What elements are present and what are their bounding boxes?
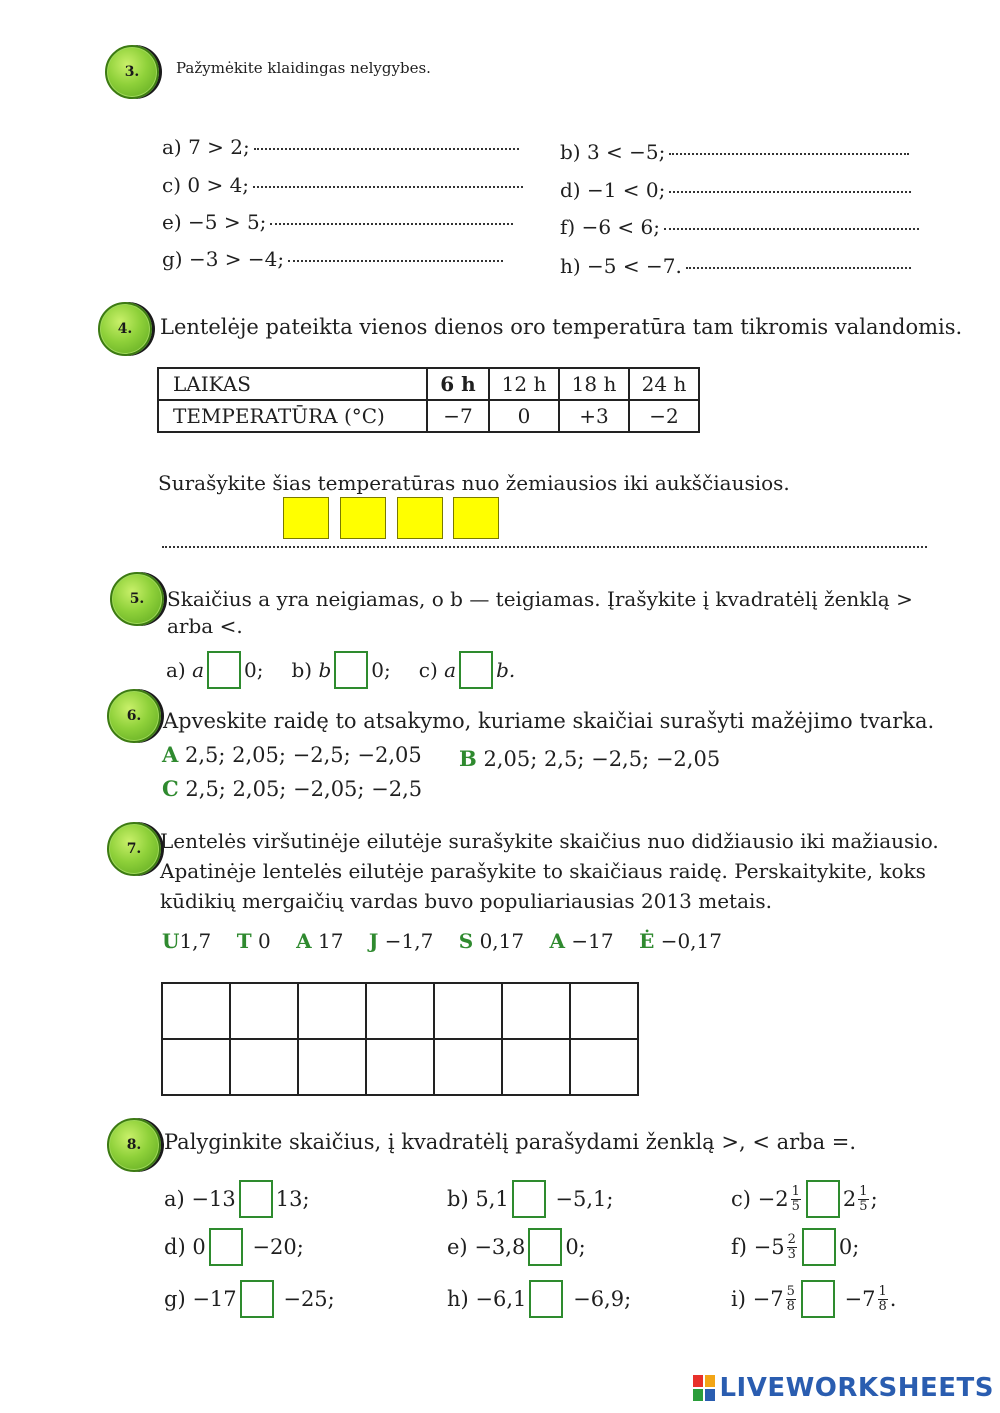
- right-whole: 2: [842, 1187, 857, 1211]
- question-6-prompt: Apveskite raidę to atsakymo, kuriame skaičiai surašyti mažėjimo tvarka.: [163, 709, 935, 733]
- answer-box-3[interactable]: [397, 497, 443, 539]
- right-operand: −5,1;: [555, 1187, 614, 1211]
- temperature-cell: −7: [427, 400, 489, 432]
- pair-letter: A: [296, 929, 312, 953]
- question-7-badge: [107, 822, 161, 876]
- item-label: h): [447, 1287, 469, 1311]
- answer-dots: [288, 260, 503, 262]
- answer-box-4[interactable]: [453, 497, 499, 539]
- left-operand: −17: [192, 1287, 237, 1311]
- numerator: 1: [878, 1283, 887, 1299]
- left-fraction: [787, 1233, 797, 1262]
- question-7-prompt: [160, 826, 939, 916]
- sign-input-box[interactable]: [806, 1180, 840, 1218]
- prompt-line: kūdikių mergaičių vardas buvo populiariausias 2013 metais.: [160, 889, 773, 913]
- option-text: 2,05; 2,5; −2,5; −2,05: [483, 747, 721, 771]
- time-cell: 6 h: [427, 368, 489, 400]
- grid-cell[interactable]: [434, 983, 502, 1039]
- item-label: e): [162, 210, 182, 234]
- denominator: 5: [791, 1198, 800, 1214]
- inequality-g[interactable]: [162, 247, 503, 271]
- pair-letter: U: [162, 929, 180, 953]
- inequality-e[interactable]: [162, 210, 513, 234]
- grid-cell[interactable]: [230, 1039, 298, 1095]
- question-number: 7.: [126, 841, 142, 857]
- item-expr: −3 > −4;: [188, 247, 285, 271]
- numerator: 2: [787, 1231, 796, 1247]
- item-label: d): [164, 1235, 186, 1259]
- left-operand: b: [318, 658, 332, 682]
- question-3-badge: [105, 45, 159, 99]
- right-operand: 13;: [275, 1187, 310, 1211]
- left-operand: a: [192, 658, 205, 682]
- grid-cell[interactable]: [298, 1039, 366, 1095]
- pair-letter: S: [458, 929, 474, 953]
- right-fraction: [878, 1285, 888, 1314]
- numerator: 1: [859, 1183, 868, 1199]
- answer-dotted-line: [162, 546, 927, 548]
- item-expr: 7 > 2;: [188, 135, 250, 159]
- denominator: 3: [787, 1246, 796, 1262]
- number-letter-pairs: [162, 929, 722, 953]
- item-label: c): [418, 658, 438, 682]
- sign-input-box[interactable]: [459, 651, 493, 689]
- right-operand: −6,9;: [573, 1287, 632, 1311]
- comparison-8d: [164, 1228, 304, 1266]
- grid-cell[interactable]: [366, 1039, 434, 1095]
- comparison-8b: [447, 1180, 614, 1218]
- grid-cell[interactable]: [298, 983, 366, 1039]
- grid-cell[interactable]: [366, 983, 434, 1039]
- sign-input-box[interactable]: [239, 1180, 273, 1218]
- grid-cell[interactable]: [162, 983, 230, 1039]
- option-C[interactable]: [162, 776, 422, 801]
- item-expr: −5 > 5;: [188, 210, 267, 234]
- comparison-8f: [731, 1228, 859, 1266]
- item-label: i): [731, 1287, 746, 1311]
- left-operand: −3,8: [474, 1235, 526, 1259]
- comparison-8e: [447, 1228, 586, 1266]
- pair-value: 1,7: [179, 929, 212, 953]
- pair-letter: J: [368, 929, 379, 953]
- option-A[interactable]: [162, 742, 422, 767]
- question-5-prompt: Skaičius a yra neigiamas, o b — teigiamas. Įrašykite į kvadratėlį ženklą > arba <.: [167, 587, 913, 638]
- grid-cell[interactable]: [162, 1039, 230, 1095]
- pair-letter: A: [549, 929, 566, 953]
- answer-dots: [686, 267, 911, 269]
- item-expr: 0 > 4;: [187, 173, 250, 197]
- inequality-c[interactable]: [162, 173, 523, 197]
- prompt-line: Apatinėje lentelės eilutėje parašykite to skaičiaus raidę. Perskaitykite, koks: [160, 859, 926, 883]
- right-operand: −20;: [252, 1235, 304, 1259]
- denominator: 8: [878, 1298, 887, 1314]
- left-whole: −5: [753, 1235, 785, 1259]
- right-fraction: [858, 1185, 868, 1214]
- question-8-prompt: Palyginkite skaičius, į kvadratėlį parašydami ženklą >, < arba =.: [164, 1130, 857, 1154]
- sign-input-box[interactable]: [801, 1280, 835, 1318]
- answer-dots: [253, 186, 523, 188]
- grid-cell[interactable]: [230, 983, 298, 1039]
- grid-cell[interactable]: [434, 1039, 502, 1095]
- item-label: f): [731, 1235, 747, 1259]
- answer-dots: [669, 153, 909, 155]
- answer-dots: [254, 148, 519, 150]
- question-4-badge: [98, 302, 152, 356]
- temperature-cell: −2: [629, 400, 699, 432]
- answer-dots: [270, 223, 513, 225]
- question-8-badge: [107, 1118, 161, 1172]
- temperature-cell: 0: [489, 400, 559, 432]
- sign-input-box[interactable]: [512, 1180, 546, 1218]
- sign-input-box[interactable]: [528, 1228, 562, 1266]
- pair-letter: T: [236, 929, 252, 953]
- item-label: c): [731, 1187, 751, 1211]
- item-expr: 3 < −5;: [586, 140, 666, 164]
- option-text: 2,5; 2,05; −2,05; −2,5: [185, 777, 423, 801]
- item-label: b): [291, 658, 313, 682]
- answer-dots: [664, 228, 919, 230]
- question-3-prompt: Pažymėkite klaidingas nelygybes.: [176, 59, 431, 77]
- question-number: 8.: [126, 1137, 142, 1153]
- right-operand: b.: [496, 658, 516, 682]
- right-operand: 0;: [565, 1235, 586, 1259]
- pair-value: 17: [318, 929, 344, 953]
- item-label: c): [162, 173, 182, 197]
- question-5-badge: [110, 572, 164, 626]
- comparison-8h: [447, 1280, 631, 1318]
- right-operand: 0;: [838, 1235, 860, 1259]
- inequality-d[interactable]: [560, 178, 911, 202]
- right-whole: −7: [844, 1287, 876, 1311]
- item-label: b): [560, 140, 581, 164]
- punctuation: ;: [870, 1187, 878, 1211]
- left-whole: −2: [757, 1187, 789, 1211]
- item-label: g): [164, 1287, 186, 1311]
- pair-letter: Ė: [639, 929, 655, 953]
- comparison-5a: [166, 651, 515, 689]
- numerator: 5: [786, 1283, 795, 1299]
- option-letter: C: [162, 776, 179, 801]
- answer-dots: [669, 191, 911, 193]
- denominator: 5: [859, 1198, 868, 1214]
- pair-value: −17: [571, 929, 614, 953]
- item-label: a): [164, 1187, 185, 1211]
- temperature-table: [157, 367, 700, 433]
- left-operand: a: [444, 658, 457, 682]
- question-4-prompt: Lentelėje pateikta vienos dienos oro temperatūra tam tikromis valandomis.: [160, 315, 963, 339]
- inequality-f[interactable]: [560, 215, 919, 239]
- left-operand: 0: [192, 1235, 206, 1259]
- item-label: a): [162, 135, 182, 159]
- item-label: e): [447, 1235, 468, 1259]
- sign-input-box[interactable]: [802, 1228, 836, 1266]
- right-operand: 0;: [371, 658, 391, 682]
- option-letter: A: [162, 742, 179, 767]
- answer-box-1[interactable]: [283, 497, 329, 539]
- row-label-temperature: TEMPERATŪRA (°C): [158, 400, 427, 432]
- inequality-a[interactable]: [162, 135, 519, 159]
- comparison-8c: [731, 1180, 878, 1218]
- pair-value: 0,17: [479, 929, 525, 953]
- liveworksheets-logo: [693, 1373, 994, 1403]
- option-text: 2,5; 2,05; −2,5; −2,05: [184, 743, 422, 767]
- item-expr: −6 < 6;: [581, 215, 660, 239]
- item-expr: −5 < −7.: [587, 254, 682, 278]
- punctuation: .: [889, 1287, 897, 1311]
- answer-grid: [161, 982, 639, 1096]
- item-label: f): [560, 215, 576, 239]
- option-B[interactable]: [459, 746, 720, 771]
- left-whole: −7: [752, 1287, 784, 1311]
- question-number: 3.: [124, 64, 140, 80]
- sign-input-box[interactable]: [207, 651, 241, 689]
- item-label: h): [560, 254, 581, 278]
- pair-value: −0,17: [660, 929, 722, 953]
- item-label: g): [162, 247, 183, 271]
- item-label: a): [166, 658, 186, 682]
- row-label-time: LAIKAS: [158, 368, 427, 400]
- grid-cell[interactable]: [570, 983, 638, 1039]
- prompt-line: Lentelės viršutinėje eilutėje surašykite skaičius nuo didžiausio iki mažiausio.: [160, 829, 939, 853]
- time-cell: 18 h: [559, 368, 629, 400]
- question-number: 6.: [126, 708, 142, 724]
- denominator: 8: [786, 1298, 795, 1314]
- grid-cell[interactable]: [502, 1039, 570, 1095]
- pair-value: 0: [257, 929, 271, 953]
- question-6-badge: [107, 689, 161, 743]
- logo-mark-icon: [693, 1375, 715, 1401]
- time-cell: 24 h: [629, 368, 699, 400]
- inequality-h[interactable]: [560, 254, 911, 278]
- comparison-8i: [731, 1280, 896, 1318]
- left-fraction: [786, 1285, 796, 1314]
- brand-name: LIVEWORKSHEETS: [719, 1373, 994, 1403]
- sign-input-box[interactable]: [240, 1280, 274, 1318]
- right-operand: −25;: [283, 1287, 335, 1311]
- item-label: d): [560, 178, 581, 202]
- numerator: 1: [791, 1183, 800, 1199]
- item-label: b): [447, 1187, 469, 1211]
- pair-value: −1,7: [384, 929, 434, 953]
- time-cell: 12 h: [489, 368, 559, 400]
- right-operand: 0;: [244, 658, 264, 682]
- comparison-8g: [164, 1280, 335, 1318]
- temperature-cell: +3: [559, 400, 629, 432]
- left-fraction: [791, 1185, 801, 1214]
- item-expr: −1 < 0;: [586, 178, 666, 202]
- question-number: 5.: [129, 591, 145, 607]
- option-letter: B: [459, 746, 477, 771]
- left-operand: −6,1: [475, 1287, 527, 1311]
- sign-input-box[interactable]: [529, 1280, 563, 1318]
- comparison-8a: [164, 1180, 310, 1218]
- left-operand: 5,1: [475, 1187, 509, 1211]
- number-row: [162, 983, 638, 1039]
- sign-input-box[interactable]: [334, 651, 368, 689]
- grid-cell[interactable]: [570, 1039, 638, 1095]
- answer-box-2[interactable]: [340, 497, 386, 539]
- left-operand: −13: [191, 1187, 236, 1211]
- question-4-instruction: Surašykite šias temperatūras nuo žemiausios iki aukščiausios.: [158, 471, 790, 495]
- question-number: 4.: [117, 321, 133, 337]
- sign-input-box[interactable]: [209, 1228, 243, 1266]
- grid-cell[interactable]: [502, 983, 570, 1039]
- inequality-b[interactable]: [560, 140, 909, 164]
- letter-row: [162, 1039, 638, 1095]
